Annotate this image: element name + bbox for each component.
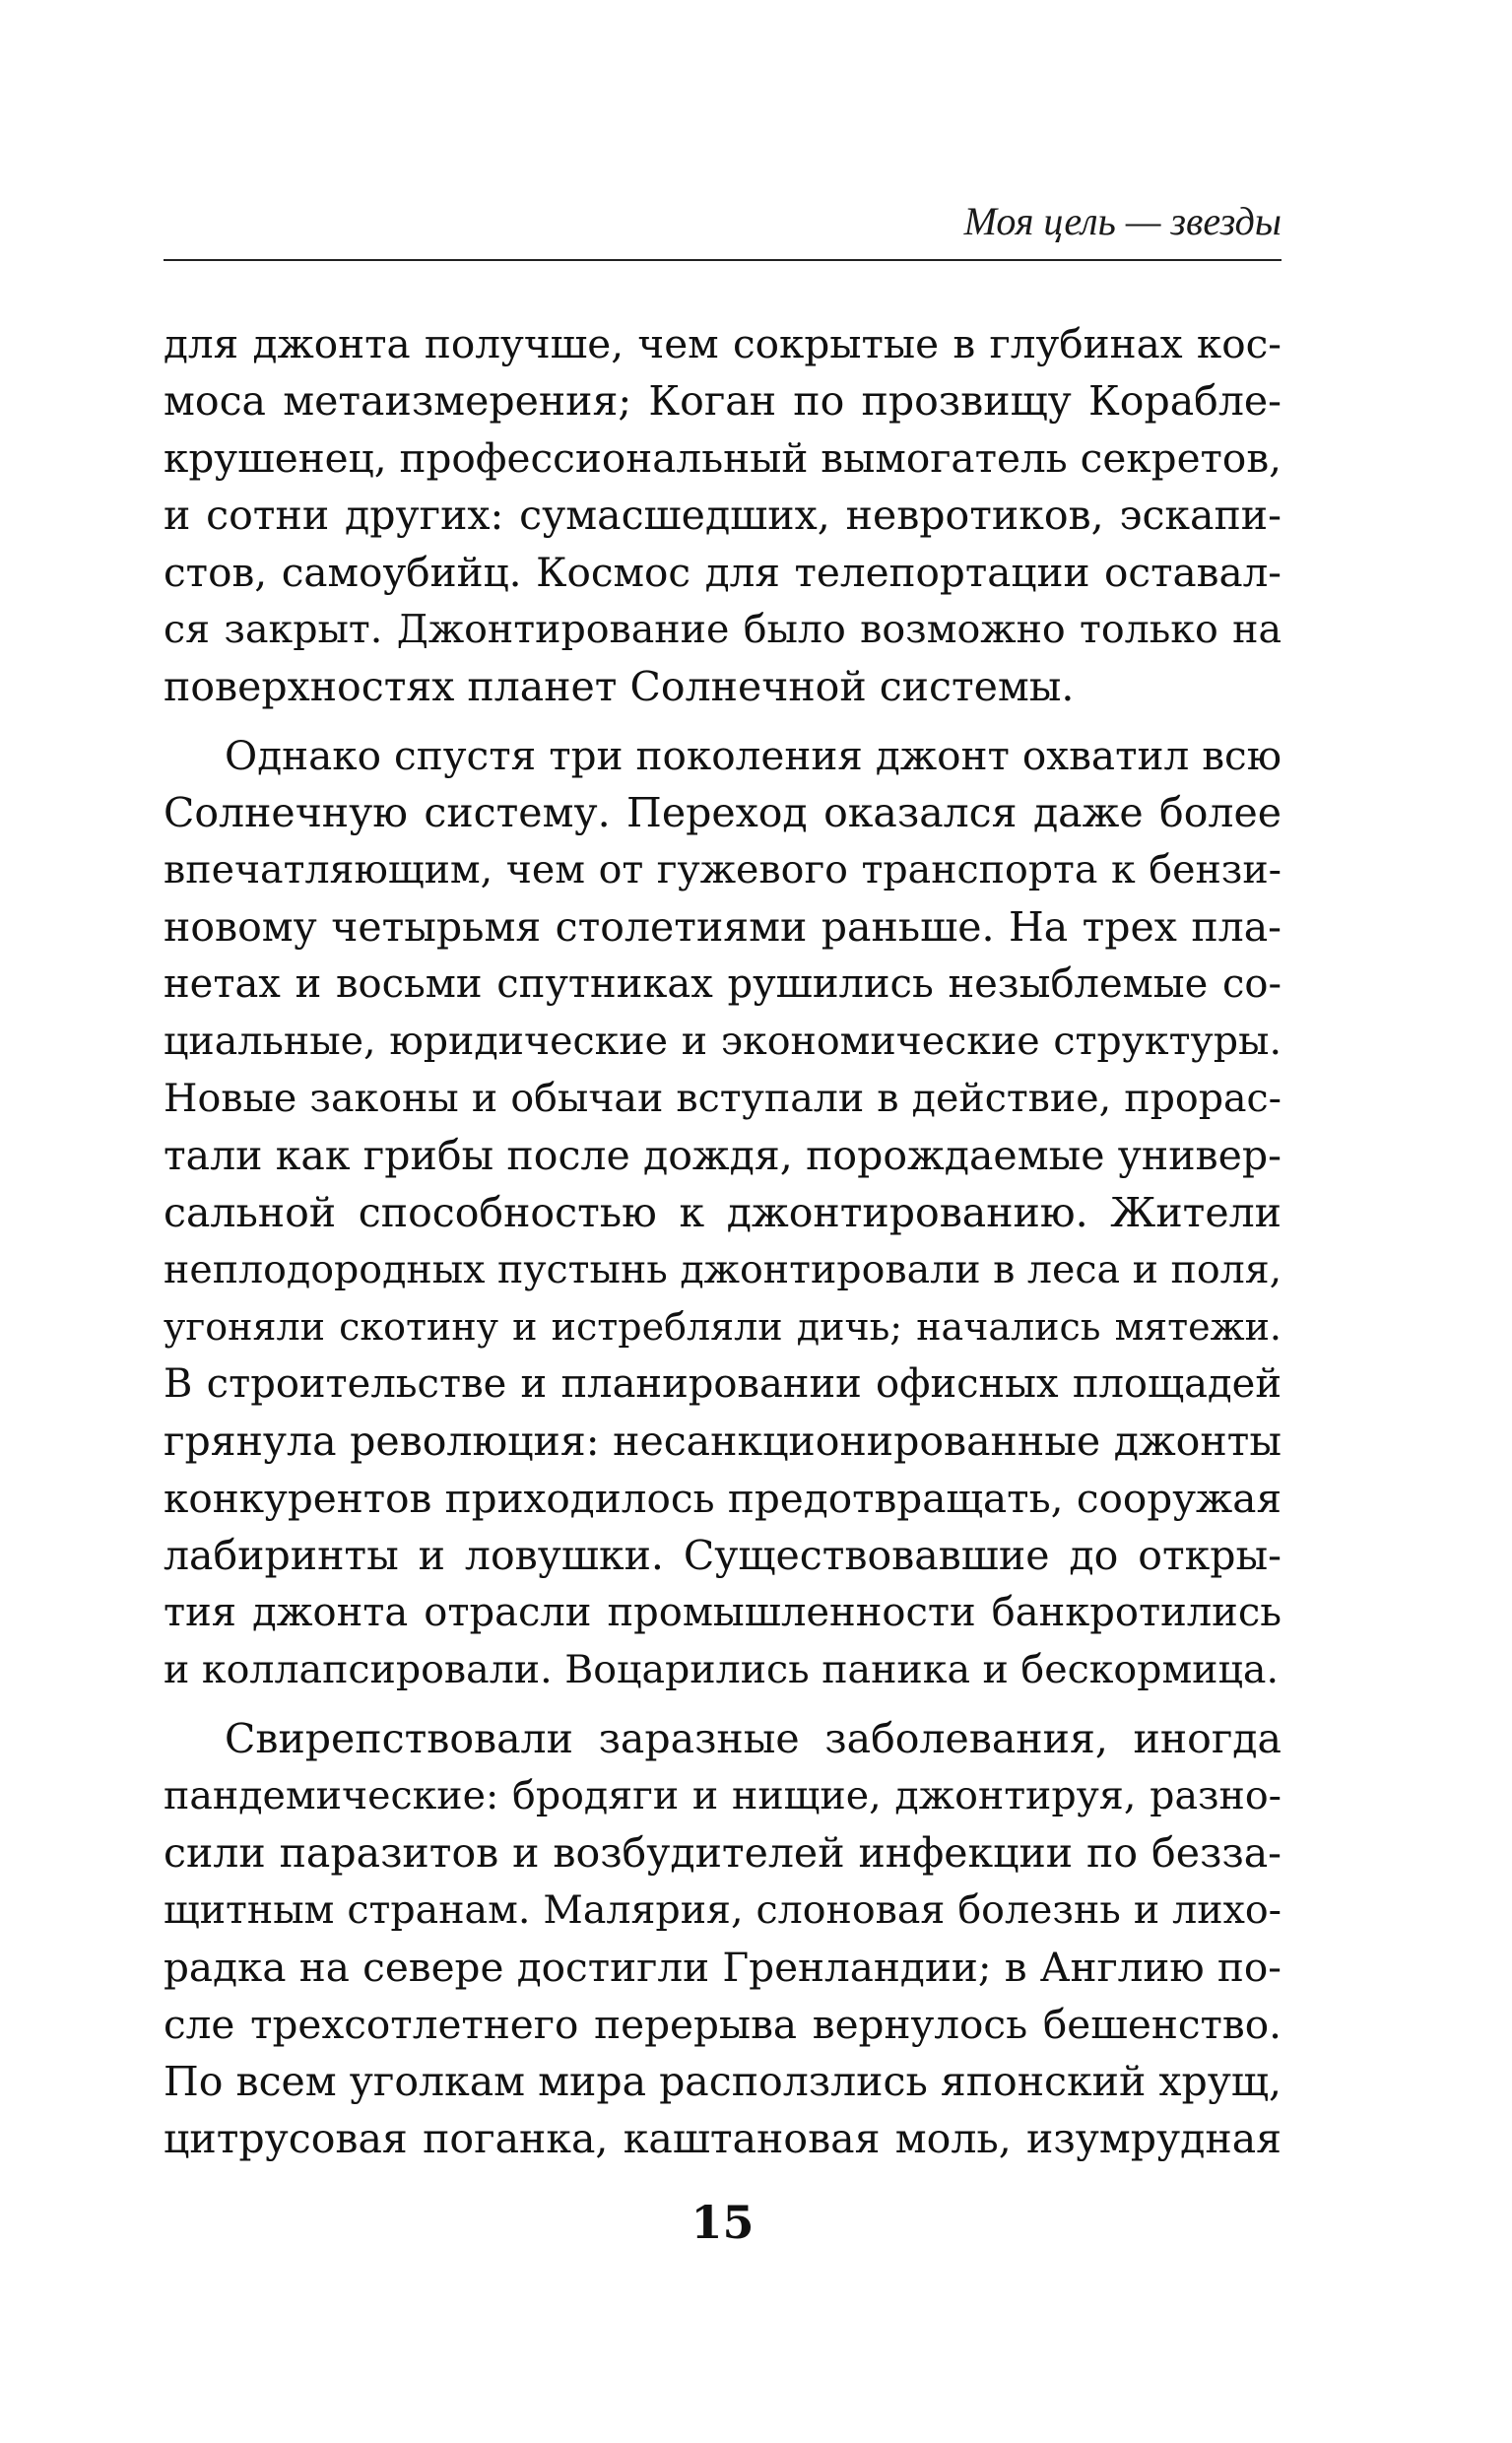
text-line: угоняли скотину и истребляли дичь; начались мятежи. [164,1305,1282,1349]
text-line: для джонта получше, чем сокрытые в глубинах кос- [164,320,1282,367]
text-line: сальной способностью к джонтированию. Жители [164,1189,1282,1236]
text-line: крушенец, профессиональный вымогатель секретов, [164,434,1282,482]
text-line: циальные, юридические и экономические структуры. [164,1019,1282,1064]
text-line: моса метаизмерения; Коган по прозвищу Корабле- [164,377,1282,425]
text-line: конкурентов приходилось предотвращать, сооружая [164,1475,1282,1522]
text-line: По всем уголкам мира расползлись японский хрущ, [164,2058,1282,2105]
text-line: Однако спустя три поколения джонт охватил всю [225,732,1282,779]
text-line: Свирепствовали заразные заболевания, иногда [225,1715,1282,1762]
text-line: и коллапсировали. Воцарились паника и бескормица. [164,1647,1280,1692]
body-text [164,315,1282,2167]
text-line: Солнечную систему. Переход оказался даже более [164,789,1282,836]
paragraph [164,315,1282,715]
text-line: щитным странам. Малярия, слоновая болезнь и лихо- [164,1887,1282,1933]
text-line: неплодородных пустынь джонтировали в леса и поля, [164,1247,1282,1292]
text-line: впечатляющим, чем от гужевого транспорта к бензи- [164,847,1282,892]
text-line: сле трехсотлетнего перерыва вернулось бешенство. [164,2001,1282,2048]
paragraph-gap [164,715,1282,727]
text-line: ся закрыт. Джонтирование было возможно только на [164,607,1282,652]
text-line: Новые законы и обычаи вступали в действие, прорас- [164,1076,1282,1121]
text-line: цитрусовая поганка, каштановая моль, изумрудная [164,2115,1282,2162]
text-line: и сотни других: сумасшедших, невротиков, эскапи- [164,492,1282,539]
text-line: лабиринты и ловушки. Существовавшие до откры- [164,1532,1282,1579]
text-line: поверхностях планет Солнечной системы. [164,663,1075,710]
page-number: 15 [690,2196,755,2249]
paragraph [164,727,1282,1698]
text-line: тия джонта отрасли промышленности банкротились [164,1590,1282,1635]
text-line: сили паразитов и возбудителей инфекции по безза- [164,1829,1282,1877]
text-line: стов, самоубийц. Космос для телепортации оставал- [164,549,1282,596]
text-line: новому четырьмя столетиями раньше. На трех пла- [164,903,1282,951]
paragraph-gap [164,1698,1282,1710]
text-line: грянула революция: несанкционированные джонты [164,1418,1282,1465]
text-line: пандемические: бродяги и нищие, джонтируя, разно- [164,1773,1282,1818]
text-line: тали как грибы после дождя, порождаемые универ- [164,1132,1282,1179]
running-head: Моя цель — звезды [963,199,1282,243]
paragraph [164,1710,1282,2167]
header-rule [164,259,1282,261]
text-line: нетах и восьми спутниках рушились незыблемые со- [164,961,1282,1007]
text-line: В строительстве и планировании офисных площадей [164,1361,1282,1407]
text-line: радка на севере достигли Гренландии; в Англию по- [164,1944,1282,1991]
